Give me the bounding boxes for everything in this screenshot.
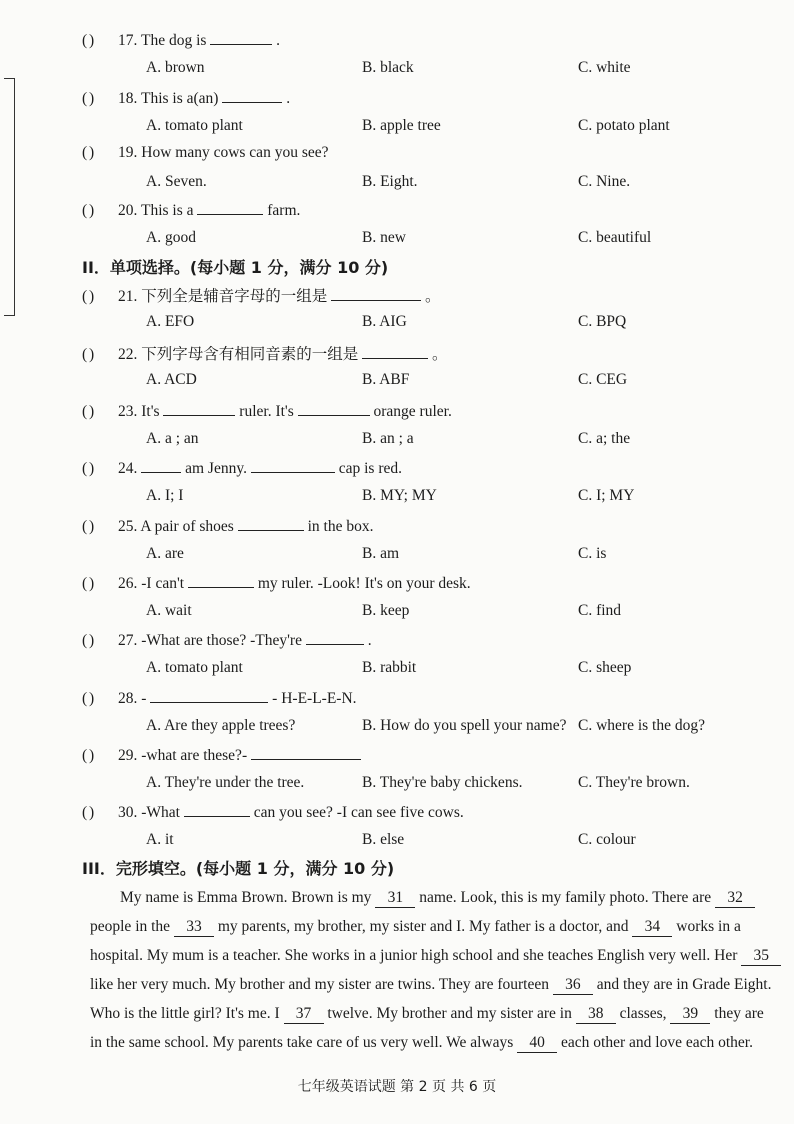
question-stem-end: . <box>276 32 281 49</box>
option-b[interactable]: B. MY; MY <box>362 487 437 504</box>
binding-bracket <box>4 78 15 316</box>
passage-text: and they are in Grade Eight. <box>592 976 772 993</box>
passage-text: they are <box>710 1005 764 1022</box>
question-30: ( ) 30. -What can you see? -I can see five cows. <box>82 804 464 821</box>
question-27: ( ) 27. -What are those? -They're . <box>82 632 372 649</box>
option-a[interactable]: A. I; I <box>146 487 184 504</box>
passage-text: My name is Emma Brown. Brown is my <box>120 889 376 906</box>
answer-paren[interactable]: ( ) <box>82 460 94 477</box>
question-stem-end: can you see? -I can see five cows. <box>253 804 464 821</box>
option-a[interactable]: A. a ; an <box>146 430 199 447</box>
question-23: ( ) 23. It's ruler. It's orange ruler. <box>82 403 452 420</box>
option-b[interactable]: B. an ; a <box>362 430 414 447</box>
question-stem-end: farm. <box>267 202 301 219</box>
answer-paren[interactable]: ( ) <box>82 518 94 535</box>
cloze-blank[interactable]: 38 <box>576 1005 616 1024</box>
passage-text: twelve. My brother and my sister are in <box>323 1005 576 1022</box>
answer-blank[interactable] <box>251 458 335 473</box>
question-stem-end: - H-E-L-E-N. <box>272 690 357 707</box>
option-a[interactable]: A. They're under the tree. <box>146 774 305 791</box>
question-stem: How many cows can you see? <box>141 144 329 161</box>
question-number: 25 <box>118 518 134 535</box>
question-number: 27 <box>118 632 134 649</box>
question-stem: 下列字母含有相同音素的一组是 <box>141 346 359 363</box>
option-c[interactable]: C. potato plant <box>578 117 670 134</box>
passage-text: like her very much. My brother and my sister are twins. They are fourteen <box>90 976 553 993</box>
question-stem: The dog is <box>140 32 207 49</box>
section-title-3: III．完形填空。(每小题 1 分，满分 10 分) <box>82 859 395 878</box>
option-b[interactable]: B. keep <box>362 602 410 619</box>
answer-paren[interactable]: ( ) <box>82 690 94 707</box>
question-stem-end: . <box>367 632 372 649</box>
answer-paren[interactable]: ( ) <box>82 32 94 49</box>
question-stem-end: 。 <box>432 346 448 363</box>
answer-paren[interactable]: ( ) <box>82 632 94 649</box>
option-b[interactable]: B. rabbit <box>362 659 417 676</box>
question-24: ( ) 24. am Jenny. cap is red. <box>82 460 402 477</box>
option-a[interactable]: A. Are they apple trees? <box>146 717 296 734</box>
question-number: 29 <box>118 747 134 764</box>
option-a[interactable]: A. wait <box>146 602 192 619</box>
option-a[interactable]: A. ACD <box>146 371 197 388</box>
answer-paren[interactable]: ( ) <box>82 288 94 305</box>
option-b[interactable]: B. How do you spell your name? <box>362 717 567 734</box>
passage-text: my parents, my brother, my sister and I. My father is a doctor, and <box>213 918 633 935</box>
answer-blank[interactable] <box>331 286 421 301</box>
cloze-blank[interactable]: 37 <box>284 1005 324 1024</box>
passage-text: classes, <box>615 1005 671 1022</box>
question-stem: -what are these?- <box>141 747 248 764</box>
question-number: 26 <box>118 575 134 592</box>
option-b[interactable]: B. AIG <box>362 313 407 330</box>
question-number: 23 <box>118 403 134 420</box>
passage-text: people in the <box>90 918 174 935</box>
question-number: 30 <box>118 804 134 821</box>
question-stem: -What <box>141 804 180 821</box>
option-c[interactable]: C. colour <box>578 831 636 848</box>
answer-blank[interactable] <box>184 802 250 817</box>
answer-blank[interactable] <box>188 573 254 588</box>
question-stem: -I can't <box>141 575 185 592</box>
answer-blank[interactable] <box>298 401 370 416</box>
passage-text: Who is the little girl? It's me. I <box>90 1005 284 1022</box>
answer-blank[interactable] <box>222 88 282 103</box>
passage-text: works in a <box>672 918 741 935</box>
answer-blank[interactable] <box>141 458 181 473</box>
option-a[interactable]: A. good <box>146 229 196 246</box>
question-stem-end: . <box>286 90 291 107</box>
option-b[interactable]: B. apple tree <box>362 117 441 134</box>
cloze-blank[interactable]: 33 <box>174 918 214 937</box>
question-number: 20 <box>118 202 134 219</box>
option-b[interactable]: B. Eight. <box>362 173 418 190</box>
option-c[interactable]: C. white <box>578 59 631 76</box>
question-stem: - <box>141 690 147 707</box>
option-a[interactable]: A. tomato plant <box>146 117 243 134</box>
question-20: ( ) 20. This is a farm. <box>82 202 301 219</box>
question-number: 19 <box>118 144 134 161</box>
option-c[interactable]: C. BPQ <box>578 313 627 330</box>
cloze-blank[interactable]: 32 <box>715 889 755 908</box>
question-19: ( ) 19. How many cows can you see? <box>82 144 329 161</box>
cloze-blank[interactable]: 39 <box>670 1005 710 1024</box>
answer-blank[interactable] <box>197 200 263 215</box>
option-c[interactable]: C. where is the dog? <box>578 717 705 734</box>
question-number: 28 <box>118 690 134 707</box>
answer-paren[interactable]: ( ) <box>82 575 94 592</box>
option-b[interactable]: B. black <box>362 59 414 76</box>
cloze-blank[interactable]: 35 <box>741 947 781 966</box>
question-number: 22 <box>118 346 134 363</box>
question-stem-end: 。 <box>425 288 441 305</box>
question-number: 18 <box>118 90 134 107</box>
option-b[interactable]: B. new <box>362 229 406 246</box>
cloze-passage <box>90 883 790 1057</box>
option-b[interactable]: B. They're baby chickens. <box>362 774 523 791</box>
question-stem-end: in the box. <box>307 518 374 535</box>
passage-text: in the same school. My parents take care of us very well. We always <box>90 1034 518 1051</box>
question-21: ( ) 21. 下列全是辅音字母的一组是 。 <box>82 288 441 305</box>
answer-paren[interactable]: ( ) <box>82 346 94 363</box>
option-a[interactable]: A. EFO <box>146 313 195 330</box>
question-26: ( ) 26. -I can't my ruler. -Look! It's on your desk. <box>82 575 471 592</box>
option-b[interactable]: B. else <box>362 831 405 848</box>
answer-blank[interactable] <box>163 401 235 416</box>
cloze-blank[interactable]: 31 <box>375 889 415 908</box>
passage-line <box>90 912 790 941</box>
cloze-blank[interactable]: 34 <box>632 918 672 937</box>
answer-blank[interactable] <box>210 30 272 45</box>
passage-text: hospital. My mum is a teacher. She works in a junior high school and she teaches English very well. Her <box>90 947 742 964</box>
passage-text: name. Look, this is my family photo. There are <box>415 889 716 906</box>
question-25: ( ) 25. A pair of shoes in the box. <box>82 518 374 535</box>
option-a[interactable]: A. are <box>146 545 184 562</box>
question-28: ( ) 28. - - H-E-L-E-N. <box>82 690 357 707</box>
option-c[interactable]: C. They're brown. <box>578 774 690 791</box>
answer-blank[interactable] <box>238 516 304 531</box>
question-stem-end: cap is red. <box>338 460 402 477</box>
question-29: ( ) 29. -what are these?- <box>82 745 361 765</box>
option-b[interactable]: B. am <box>362 545 400 562</box>
question-17: ( ) 17. The dog is . <box>82 32 281 49</box>
option-c[interactable]: C. beautiful <box>578 229 652 246</box>
question-stem: -What are those? -They're <box>141 632 302 649</box>
passage-line <box>90 941 790 970</box>
passage-line <box>90 1028 790 1057</box>
answer-paren[interactable]: ( ) <box>82 804 94 821</box>
passage-line <box>90 883 790 912</box>
option-c[interactable]: C. a; the <box>578 430 631 447</box>
answer-blank[interactable] <box>150 688 268 703</box>
question-18: ( ) 18. This is a(an) . <box>82 90 291 107</box>
question-stem: A pair of shoes <box>140 518 234 535</box>
passage-line <box>90 970 790 999</box>
answer-paren[interactable]: ( ) <box>82 403 94 420</box>
option-c[interactable]: C. Nine. <box>578 173 631 190</box>
section-title-2: II．单项选择。(每小题 1 分，满分 10 分) <box>82 258 389 277</box>
question-stem: 下列全是辅音字母的一组是 <box>141 288 328 305</box>
answer-paren[interactable]: ( ) <box>82 747 94 764</box>
option-c[interactable]: C. find <box>578 602 622 619</box>
option-c[interactable]: C. sheep <box>578 659 632 676</box>
cloze-blank[interactable]: 36 <box>553 976 593 995</box>
cloze-blank[interactable]: 40 <box>517 1034 557 1053</box>
option-b[interactable]: B. ABF <box>362 371 410 388</box>
option-a[interactable]: A. brown <box>146 59 205 76</box>
answer-blank[interactable] <box>362 344 428 359</box>
option-c[interactable]: C. I; MY <box>578 487 635 504</box>
answer-paren[interactable]: ( ) <box>82 144 94 161</box>
option-a[interactable]: A. Seven. <box>146 173 207 190</box>
question-number: 21 <box>118 288 134 305</box>
question-22: ( ) 22. 下列字母含有相同音素的一组是 。 <box>82 346 448 363</box>
question-stem-mid: ruler. It's <box>239 403 294 420</box>
question-stem-end: my ruler. -Look! It's on your desk. <box>257 575 471 592</box>
option-c[interactable]: C. is <box>578 545 607 562</box>
answer-paren[interactable]: ( ) <box>82 90 94 107</box>
answer-paren[interactable]: ( ) <box>82 202 94 219</box>
question-stem-mid: am Jenny. <box>185 460 247 477</box>
question-stem: This is a(an) <box>140 90 219 107</box>
passage-text: each other and love each other. <box>557 1034 753 1051</box>
question-stem: This is a <box>140 202 194 219</box>
question-stem-end: orange ruler. <box>373 403 452 420</box>
answer-blank[interactable] <box>251 745 361 760</box>
option-c[interactable]: C. CEG <box>578 371 628 388</box>
passage-line <box>90 999 790 1028</box>
answer-blank[interactable] <box>306 630 364 645</box>
page-footer: 七年级英语试题 第 2 页 共 6 页 <box>297 1079 497 1095</box>
question-number: 17 <box>118 32 134 49</box>
option-a[interactable]: A. tomato plant <box>146 659 243 676</box>
option-a[interactable]: A. it <box>146 831 174 848</box>
question-number: 24 <box>118 460 134 477</box>
question-stem: It's <box>141 403 160 420</box>
